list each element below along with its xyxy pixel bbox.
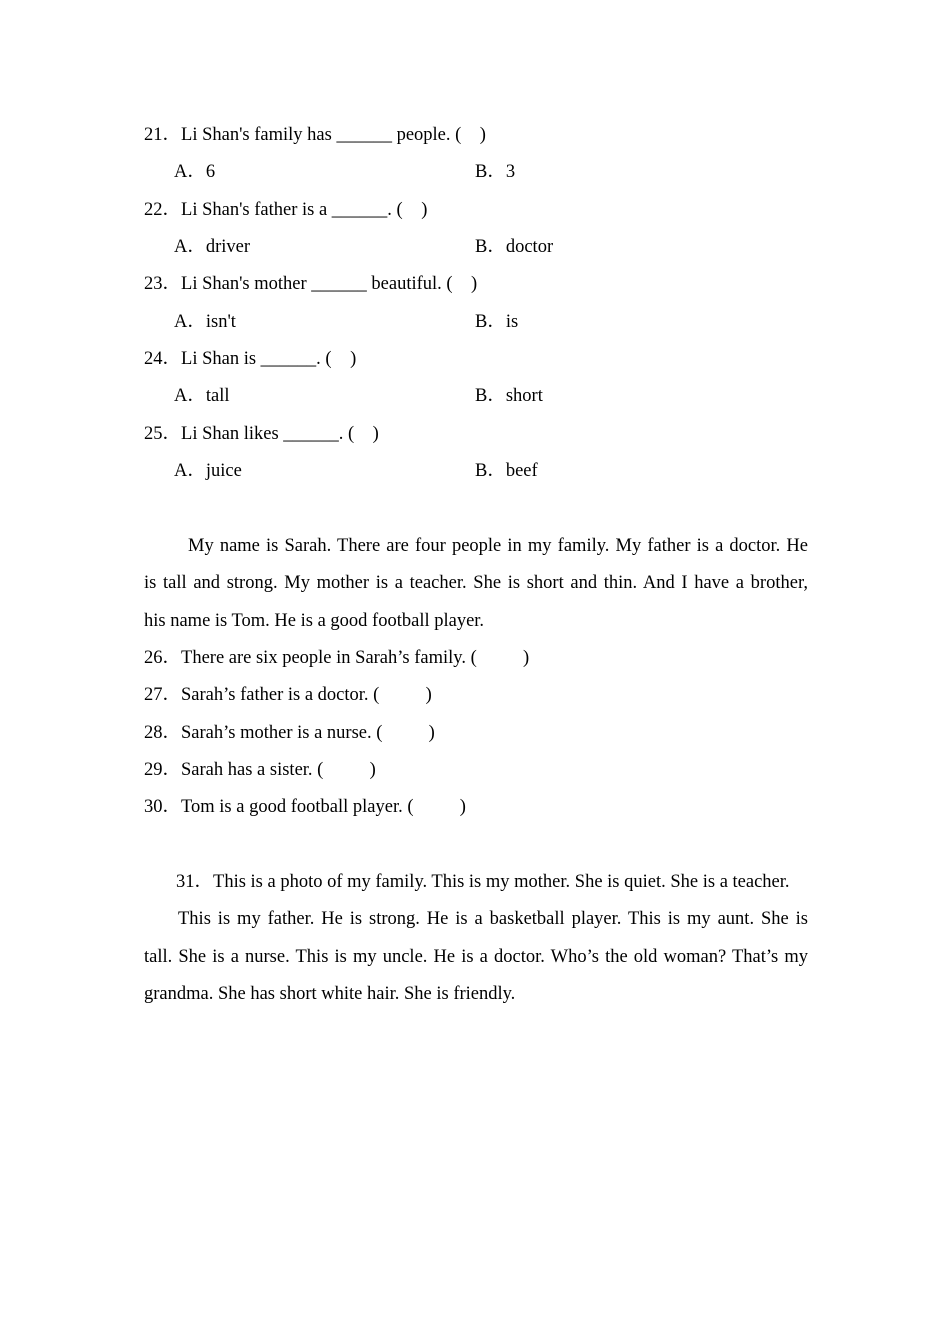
option-a: A．tall xyxy=(174,386,230,406)
question-number: 26． xyxy=(144,648,182,668)
question-number: 29． xyxy=(144,760,182,780)
question-number: 28． xyxy=(144,723,182,743)
option-a: A．isn't xyxy=(174,312,236,332)
statement-27: 27．Sarah’s father is a doctor. ( ) xyxy=(144,685,432,705)
question-stem: 25．Li Shan likes ______. ( ) xyxy=(144,424,379,444)
passage-line: grandma. She has short white hair. She is friendly. xyxy=(144,984,516,1004)
passage-line: his name is Tom. He is a good football player. xyxy=(144,611,485,631)
option-b: B．beef xyxy=(475,461,538,481)
question-number: 31． xyxy=(176,872,214,892)
passage-line: My name is Sarah. There are four people in my family. My father is a doctor. He xyxy=(188,536,808,556)
question-stem: 22．Li Shan's father is a ______. ( ) xyxy=(144,200,428,220)
option-a: A．driver xyxy=(174,237,251,257)
passage-line: 31．This is a photo of my family. This is my mother. She is quiet. She is a teacher. xyxy=(176,872,790,892)
option-b: B．3 xyxy=(475,162,516,182)
option-b: B．is xyxy=(475,312,519,332)
question-stem: 21．Li Shan's family has ______ people. ( ) xyxy=(144,125,486,145)
question-number: 27． xyxy=(144,685,182,705)
question-number: 21． xyxy=(144,125,182,145)
option-b: B．short xyxy=(475,386,543,406)
statement-29: 29．Sarah has a sister. ( ) xyxy=(144,760,376,780)
passage-line: This is my father. He is strong. He is a basketball player. This is my aunt. She is xyxy=(178,909,808,929)
statement-30: 30．Tom is a good football player. ( ) xyxy=(144,797,466,817)
question-stem: 23．Li Shan's mother ______ beautiful. ( ) xyxy=(144,274,478,294)
question-number: 30． xyxy=(144,797,182,817)
question-number: 22． xyxy=(144,200,182,220)
question-number: 25． xyxy=(144,424,182,444)
passage-line: is tall and strong. My mother is a teacher. She is short and thin. And I have a brother, xyxy=(144,573,808,593)
statement-26: 26．There are six people in Sarah’s family. ( ) xyxy=(144,648,530,668)
question-number: 23． xyxy=(144,274,182,294)
option-b: B．doctor xyxy=(475,237,554,257)
option-a: A．6 xyxy=(174,162,216,182)
question-number: 24． xyxy=(144,349,182,369)
passage-line: tall. She is a nurse. This is my uncle. He is a doctor. Who’s the old woman? That’s my xyxy=(144,947,808,967)
option-a: A．juice xyxy=(174,461,242,481)
statement-28: 28．Sarah’s mother is a nurse. ( ) xyxy=(144,723,435,743)
question-stem: 24．Li Shan is ______. ( ) xyxy=(144,349,357,369)
